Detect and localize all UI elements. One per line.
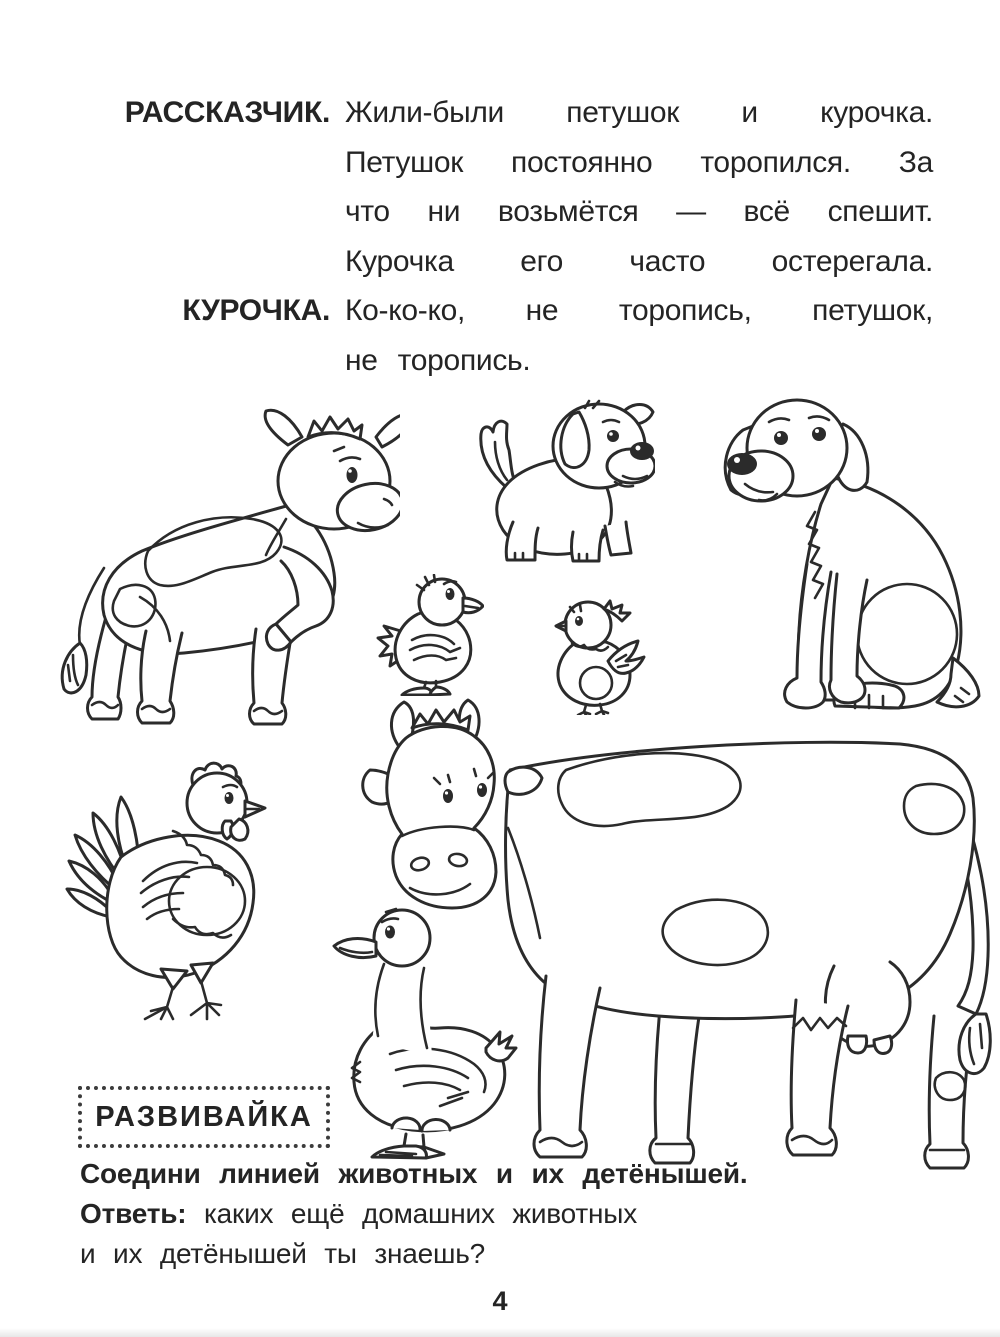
hen-illustration [55, 761, 275, 1021]
speaker-label-hen: КУРОЧКА. [182, 294, 330, 328]
duckling-illustration [374, 574, 484, 696]
answer-question-line1 [80, 1198, 960, 1230]
dialog-line: Ко-ко-ко, не торопись, петушок, [345, 294, 933, 328]
answer-text-1: каких ещё домашних животных [203, 1198, 638, 1229]
puppy-illustration [465, 398, 655, 568]
dog-illustration [715, 392, 995, 715]
speaker-label-narrator: РАССКАЗЧИК. [124, 96, 330, 129]
dialog-text [345, 88, 933, 386]
activity-badge-label: РАЗВИВАЙКА [95, 1100, 313, 1133]
calf-illustration [40, 393, 400, 728]
dialog-line: Петушок постоянно торопился. За [345, 145, 933, 179]
activity-badge [78, 1086, 330, 1148]
task-text: Соедини линией животных и их детёнышей. [80, 1158, 748, 1189]
dialog-line: что ни возьмётся — всё спешит. [345, 195, 933, 229]
dialog-line: Жили-были петушок и курочка. [345, 96, 933, 129]
duck-illustration [328, 902, 518, 1160]
answer-question-line2 [80, 1238, 960, 1270]
answer-text-2: и их детёнышей ты знаешь? [80, 1238, 486, 1269]
answer-label: Ответь: [80, 1198, 187, 1229]
dialog-line: не торопись. [345, 343, 531, 377]
dialog-line: Курочка его часто остерегала. [345, 244, 933, 278]
page-number: 4 [492, 1286, 508, 1316]
